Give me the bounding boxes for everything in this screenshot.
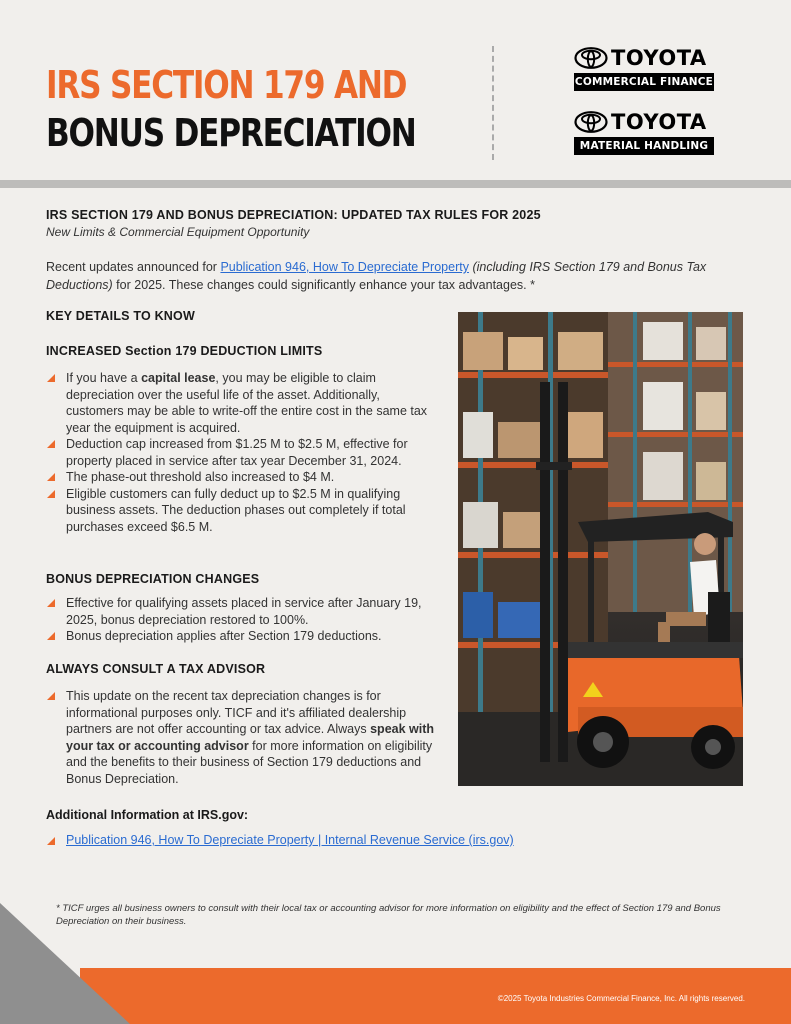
- bullet-text: Bonus depreciation applies after Section 179 deductions.: [66, 629, 382, 643]
- title-line-2: BONUS DEPRECIATION: [46, 111, 416, 155]
- intro-text-end: for 2025. These changes could significantly enhance your tax advantages. *: [112, 278, 535, 292]
- tax-advisor-list: [46, 688, 436, 787]
- bullet-text: If you have a: [66, 371, 142, 385]
- list-item: [46, 833, 514, 847]
- toyota-commercial-finance-logo: [574, 46, 714, 91]
- header-divider: [492, 46, 494, 160]
- toyota-material-handling-logo: [574, 110, 714, 155]
- publication-946-link[interactable]: Publication 946, How To Depreciate Property: [220, 260, 469, 274]
- title-line-1: IRS SECTION 179 AND: [46, 63, 407, 107]
- key-details-heading: KEY DETAILS TO KNOW: [46, 309, 195, 323]
- intro-italic-text: (including IRS Section 179 and Bonus Tax Deductions): [46, 260, 707, 292]
- list-item: [46, 436, 436, 469]
- intro-paragraph: [46, 258, 746, 294]
- bullet-triangle-icon: [47, 374, 55, 382]
- toyota-emblem-icon: [574, 111, 608, 133]
- bullet-text: for more information on eligibility and the benefits to their business of Section 179 deductions and Bonus Depreciation.: [66, 738, 433, 786]
- section-divider: [0, 180, 791, 188]
- bullet-bold-text: speak with your tax or accounting advisor: [66, 722, 435, 753]
- bullet-triangle-icon: [47, 692, 55, 700]
- bullet-text: , you may be eligible to claim depreciation over the useful life of the asset. Additionally, customers may be able to write-off the entire cost in the same tax year the equipment is acquired.: [66, 371, 428, 435]
- bullet-triangle-icon: [47, 440, 55, 448]
- bullet-text: Effective for qualifying assets placed in service after January 19, 2025, bonus depreciation restored to 100%.: [66, 596, 422, 627]
- footer-corner-shape: [0, 903, 130, 1024]
- section-179-list: [46, 370, 436, 535]
- list-item: [46, 486, 436, 536]
- irs-publication-link[interactable]: Publication 946, How To Depreciate Property | Internal Revenue Service (irs.gov): [66, 833, 514, 847]
- bullet-triangle-icon: [47, 632, 55, 640]
- tax-advisor-heading: ALWAYS CONSULT A TAX ADVISOR: [46, 662, 266, 676]
- bullet-triangle-icon: [47, 837, 55, 845]
- intro-text: Recent updates announced for: [46, 260, 221, 274]
- list-item: [46, 595, 446, 628]
- bullet-triangle-icon: [47, 490, 55, 498]
- bullet-text: This update on the recent tax depreciation changes is for informational purposes only. TICF and it's affiliated dealership partners are not offer accounting or tax advice. Always: [66, 689, 407, 736]
- list-item: [46, 370, 436, 436]
- list-item: [46, 688, 436, 787]
- bonus-depreciation-heading: BONUS DEPRECIATION CHANGES: [46, 572, 260, 586]
- footnote: * TICF urges all business owners to consult with their local tax or accounting advisor for more information on eligibility and the effect of Section 179 and Bonus Depreciation on their business.: [56, 903, 721, 927]
- page-title: [46, 63, 497, 155]
- bullet-text: Eligible customers can fully deduct up to $2.5 M in qualifying business assets. The deduction phases out completely if total purchases exceed $6.5 M.: [66, 486, 406, 534]
- main-heading: IRS SECTION 179 AND BONUS DEPRECIATION: UPDATED TAX RULES FOR 2025: [46, 208, 541, 222]
- toyota-emblem-icon: [574, 47, 608, 69]
- list-item: [46, 469, 436, 486]
- logo-subtitle: MATERIAL HANDLING: [574, 137, 714, 155]
- bonus-depreciation-list: [46, 595, 446, 645]
- copyright-text: ©2025 Toyota Industries Commercial Finance, Inc. All rights reserved.: [497, 994, 745, 1003]
- list-item: [46, 628, 446, 645]
- bullet-triangle-icon: [47, 473, 55, 481]
- logo-brand-text: TOYOTA: [611, 110, 707, 134]
- additional-info-heading: Additional Information at IRS.gov:: [46, 808, 249, 822]
- logo-subtitle: COMMERCIAL FINANCE: [574, 73, 714, 91]
- bullet-triangle-icon: [47, 599, 55, 607]
- bullet-text: Deduction cap increased from $1.25 M to $2.5 M, effective for property placed in service after tax year December 31, 2024.: [66, 437, 408, 468]
- logo-brand-text: TOYOTA: [611, 46, 707, 70]
- sub-heading: New Limits & Commercial Equipment Opportunity: [46, 225, 310, 239]
- bullet-text: The phase-out threshold also increased to $4 M.: [66, 470, 335, 484]
- section-179-heading: INCREASED Section 179 DEDUCTION LIMITS: [46, 344, 323, 358]
- forklift-warehouse-photo: [458, 312, 743, 786]
- bullet-bold-text: capital lease: [141, 371, 216, 385]
